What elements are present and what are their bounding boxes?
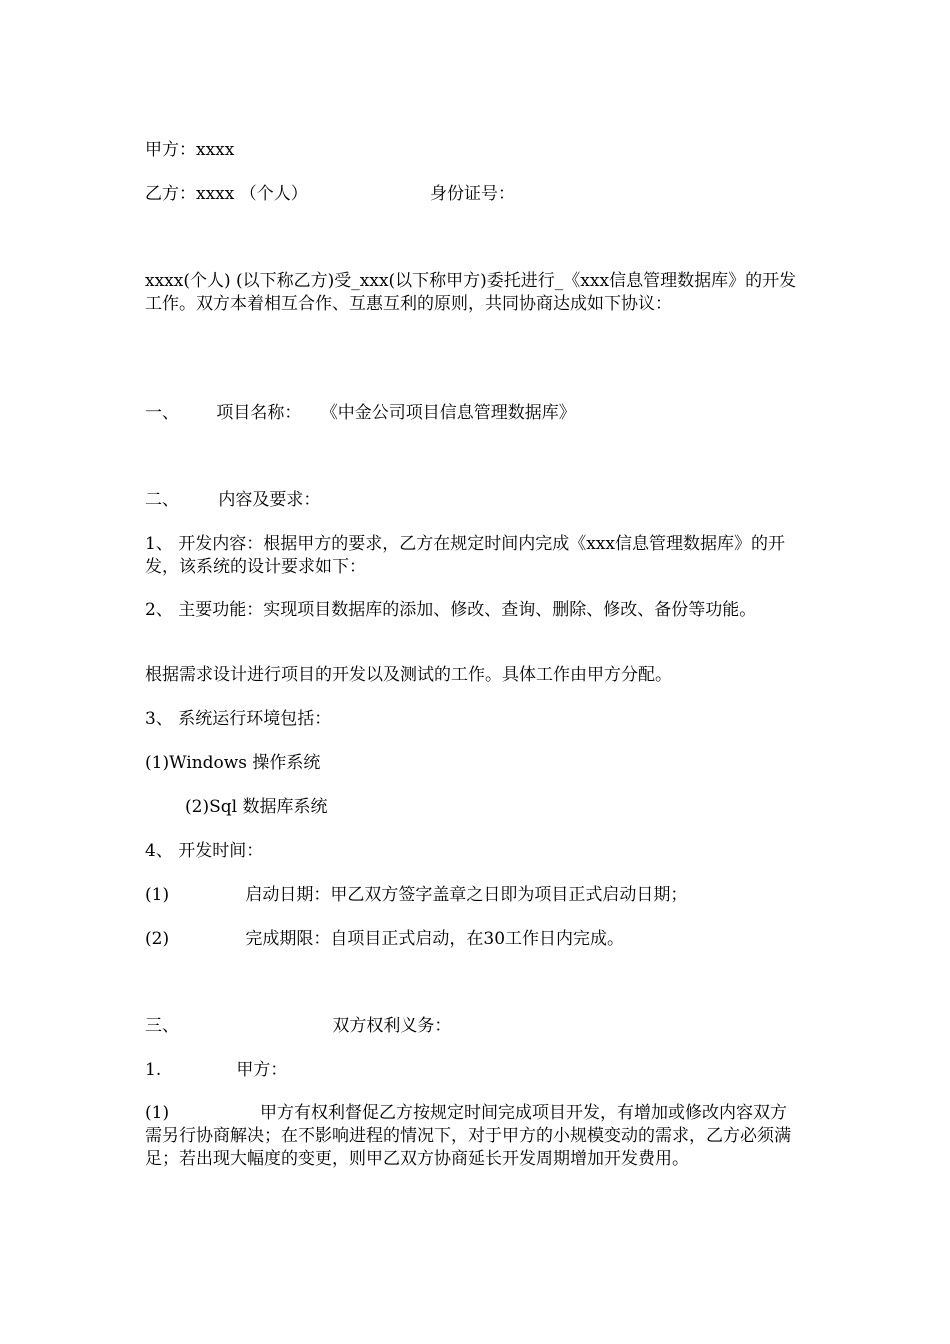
time-item-2-number: (2) — [145, 929, 170, 949]
time-item-2 — [145, 928, 624, 951]
section-1-number: 一、 — [145, 403, 179, 423]
section-2-number: 二、 — [145, 490, 179, 510]
item-2-paragraph: 2、 主要功能：实现项目数据库的添加、修改、查询、删除、修改、备份等功能。 — [145, 600, 757, 620]
intro-paragraph: xxxx(个人) (以下称乙方)受_xxx(以下称甲方)委托进行_《xxx信息管理数据库》的开发工作。双方本着相互合作、互惠互利的原则，共同协商达成如下协议： — [145, 271, 797, 314]
clause-1-paragraph — [145, 1102, 800, 1171]
time-item-1-text: 启动日期：甲乙双方签字盖章之日即为项目正式启动日期； — [245, 885, 688, 905]
item-4-line: 4、 开发时间： — [145, 841, 264, 861]
section-3-title: 双方权利义务： — [332, 1016, 452, 1036]
item-3-line: 3、 系统运行环境包括： — [145, 709, 332, 729]
section-1-label: 项目名称： — [216, 403, 302, 423]
section-3-heading — [145, 1015, 451, 1038]
env-item-2: (2)Sql 数据库系统 — [185, 797, 328, 817]
party-a-sub-number: 1. — [145, 1060, 162, 1080]
clause-1-text: 甲方有权利督促乙方按规定时间完成项目开发，有增加或修改内容双方需另行协商解决；在不影响进程的情况下，对于甲方的小规模变动的需求，乙方必须满足；若出现大幅度的变更，则甲乙双方协商延长开发周期增加开发费用。 — [145, 1103, 791, 1169]
project-name: 《中金公司项目信息管理数据库》 — [320, 403, 576, 423]
section-2-heading — [145, 489, 320, 512]
item-1-paragraph: 1、 开发内容：根据甲方的要求，乙方在规定时间内完成《xxx信息管理数据库》的开发，该系统的设计要求如下： — [145, 534, 785, 577]
time-item-2-text: 完成期限：自项目正式启动，在30工作日内完成。 — [245, 929, 625, 949]
id-number-label: 身份证号： — [430, 184, 515, 204]
party-b-text: 乙方：xxxx （个人） — [145, 184, 308, 204]
party-a-subheading — [145, 1059, 287, 1082]
party-b-line — [145, 183, 515, 206]
party-a-line: 甲方：xxxx — [145, 140, 235, 160]
clause-1-number: (1) — [145, 1103, 170, 1123]
section-1-heading — [145, 402, 576, 425]
development-note: 根据需求设计进行项目的开发以及测试的工作。具体工作由甲方分配。 — [145, 665, 672, 685]
section-3-number: 三、 — [145, 1016, 179, 1036]
section-2-title: 内容及要求： — [218, 490, 321, 510]
time-item-1-number: (1) — [145, 885, 170, 905]
time-item-1 — [145, 884, 687, 907]
env-item-1: (1)Windows 操作系统 — [145, 753, 321, 773]
party-a-sub-label: 甲方： — [236, 1060, 288, 1080]
